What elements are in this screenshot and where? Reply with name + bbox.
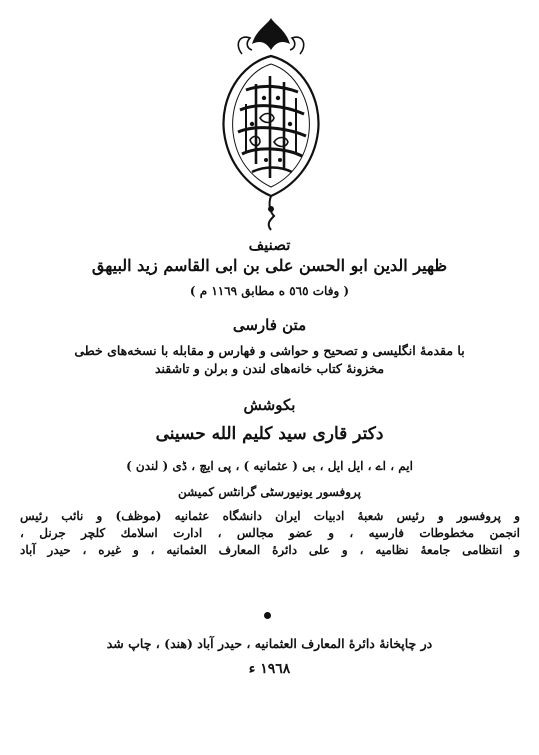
emblem-dot-5: [264, 158, 268, 162]
editor-heading: بکوشش: [243, 396, 296, 414]
section-divider-dot: [264, 612, 271, 619]
editor-affiliation: [20, 508, 520, 559]
editor-affiliation-line-2: انجمن مخطوطات فارسیه ، و عضو مجالس ، ادارت اسلامك كلچر جرنل ،: [20, 526, 520, 540]
editor-affiliation-line-1: و پروفسور و رئیس شعبهٔ ادبیات ایران دانشگاه عثمانیه (موظف) و نائب رئیس: [20, 509, 520, 523]
emblem-tail: [269, 196, 274, 230]
publication-year: ١٩٦٨ ء: [248, 661, 291, 677]
text-description-line-1: با مقدمهٔ انگلیسی و تصحیح و حواشی و فهارس و مقابله با نسخه‌های خطی: [74, 343, 465, 358]
text-label: متن فارسی: [232, 316, 307, 334]
publication-press: در چاپخانهٔ دائرهٔ المعارف العثمانیه ، حیدر آباد (هند) ، چاپ شد: [106, 636, 433, 651]
editor-fellowship: پروفسور یونیورسٹی گرانٹس کمیشن: [178, 485, 361, 499]
editor-degrees: ایم ، اے ، ایل ایل ، بی ( عثمانیه ) ، پی ایچ ، ڈی ( لندن ): [126, 459, 413, 473]
emblem-dot-1: [262, 96, 266, 100]
emblem-crown-scroll-right: [290, 37, 304, 54]
editor-affiliation-line-3: و انتظامی جامعهٔ نظامیه ، و علی دائرهٔ المعارف العثمانیه ، و غیره ، حیدر آباد: [20, 543, 520, 557]
editor-name: دکتر قاری سید کلیم الله حسینی: [155, 424, 384, 444]
calligraphic-title-emblem-icon: [212, 14, 330, 232]
death-date: ( وفات ٥٦٥ ه مطابق ١١٦٩ م ): [189, 284, 350, 298]
emblem-dot-7: [268, 206, 274, 212]
emblem-dot-3: [288, 122, 292, 126]
emblem-stroke-5: [252, 168, 292, 173]
emblem-stroke-2: [240, 106, 304, 114]
emblem-stroke-1: [246, 86, 298, 92]
emblem-dot-6: [278, 158, 282, 162]
author-heading: تصنیف: [248, 236, 291, 254]
emblem-dot-4: [250, 122, 254, 126]
emblem-crown: [252, 18, 290, 50]
emblem-loop-2: [274, 138, 288, 147]
emblem-stroke-4: [242, 149, 302, 156]
emblem-dot-2: [276, 96, 280, 100]
emblem-crown-scroll-left: [238, 37, 252, 54]
author-name: ظهیر الدین ابو الحسن علی بن ابی القاسم زید البیهق: [91, 256, 448, 275]
text-description-line-2: مخزونهٔ کتاب خانه‌های لندن و برلن و تاشقند: [154, 361, 385, 376]
emblem-loop-1: [260, 114, 274, 123]
